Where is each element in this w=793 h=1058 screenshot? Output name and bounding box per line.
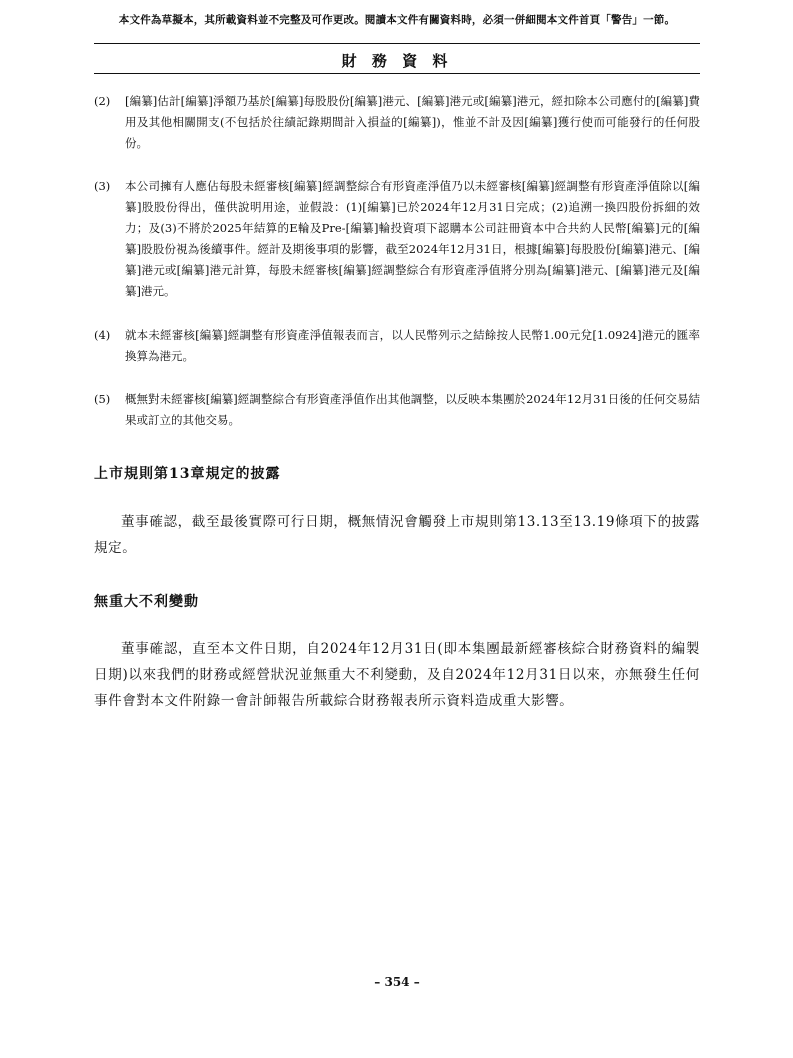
note-number: (5) [94,392,111,406]
note-4 [94,325,700,367]
note-number: (2) [94,94,111,108]
header-bottom-rule [94,73,700,74]
note-number: (3) [94,179,111,193]
page-number: – 354 – [374,975,420,989]
page-header-title: 財 務 資 料 [341,52,453,70]
note-text: 概無對未經審核[編纂]經調整綜合有形資產淨值作出其他調整，以反映本集團於2024年12月31日後的任何交易結果或訂立的其他交易。 [125,392,700,427]
section-title-no-material-adverse-change: 無重大不利變動 [94,594,199,610]
note-3 [94,176,700,302]
note-number: (4) [94,328,111,342]
note-text: [編纂]估計[編纂]淨額乃基於[編纂]每股股份[編纂]港元、[編纂]港元或[編纂]港元，經扣除本公司應付的[編纂]費用及其他相關開支(不包括於往績記錄期間計入損益的[編纂])，惟並不計及因[編纂]獲行使而可能發行的任何股份。 [125,94,700,150]
section-body-listing-rules: 董事確認，截至最後實際可行日期，概無情況會觸發上市規則第13.13至13.19條項下的披露規定。 [94,514,700,556]
note-2 [94,91,700,154]
draft-warning-banner: 本文件為草擬本，其所載資料並不完整及可作更改。閱讀本文件有關資料時，必須一併細閱本文件首頁「警告」一節。 [118,14,676,26]
header-top-rule [94,43,700,44]
note-5 [94,389,700,431]
section-title-listing-rules: 上市規則第13章規定的披露 [94,466,281,482]
note-text: 就本未經審核[編纂]經調整有形資產淨值報表而言，以人民幣列示之結餘按人民幣1.00元兌[1.0924]港元的匯率換算為港元。 [125,328,700,363]
section-body-no-material-adverse-change: 董事確認，直至本文件日期，自2024年12月31日(即本集團最新經審核綜合財務資料的編製日期)以來我們的財務或經營狀況並無重大不利變動，及自2024年12月31日以來，亦無發生任何事件會對本文件附錄一會計師報告所載綜合財務報表所示資料造成重大影響。 [94,641,700,709]
note-text: 本公司擁有人應佔每股未經審核[編纂]經調整綜合有形資產淨值乃以未經審核[編纂]經調整有形資產淨值除以[編纂]股股份得出，僅供說明用途，並假設：(1)[編纂]已於2024年12月31日完成；(2)追溯一換四股份拆細的效力；及(3)不將於2025年結算的E輪及Pre-[編纂]輪投資項下認購本公司註冊資本中合共約人民幣[編纂]元的[編纂]股股份視為後續事件。經計及期後事項的影響，截至2024年12月31日，根據[編纂]每股股份[編纂]港元、[編纂]港元或[編纂]港元計算，每股未經審核[編纂]經調整綜合有形資產淨值將分別為[編纂]港元、[編纂]港元及[編纂]港元。 [125,179,700,298]
